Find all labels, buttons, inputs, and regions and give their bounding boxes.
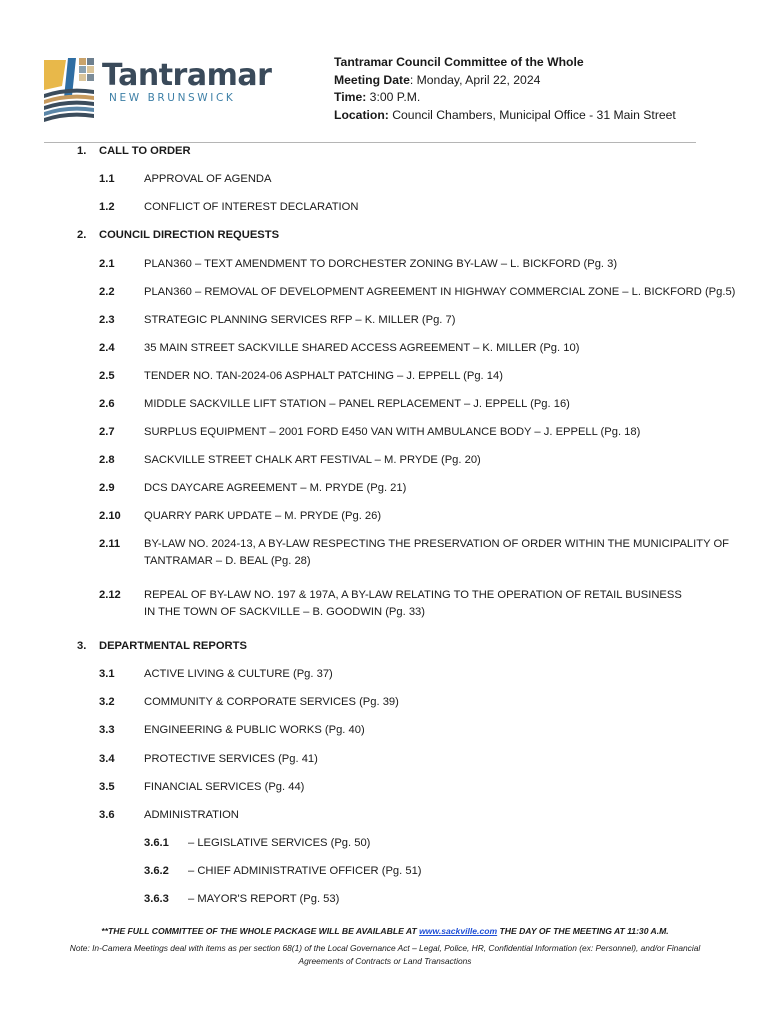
section-title-council-direction-requests: COUNCIL DIRECTION REQUESTS <box>99 229 280 241</box>
agenda-item-number: 3.6 <box>99 809 115 821</box>
agenda-item-number: 2.1 <box>99 258 115 270</box>
agenda-item-text: PROTECTIVE SERVICES (Pg. 41) <box>144 753 318 765</box>
agenda-subitem-number: 3.6.1 <box>144 837 169 849</box>
agenda-item-number: 3.4 <box>99 753 115 765</box>
agenda-item-text: MIDDLE SACKVILLE LIFT STATION – PANEL REPLACEMENT – J. EPPELL (Pg. 16) <box>144 398 570 410</box>
agenda-item-text: APPROVAL OF AGENDA <box>144 173 272 185</box>
meeting-location-value: Council Chambers, Municipal Office - 31 Main Street <box>388 107 676 122</box>
agenda-item-text: PLAN360 – TEXT AMENDMENT TO DORCHESTER ZONING BY-LAW – L. BICKFORD (Pg. 3) <box>144 258 618 270</box>
agenda-item-number: 3.5 <box>99 781 115 793</box>
agenda-item-text: ADMINISTRATION <box>144 809 239 821</box>
notice-text-before: **THE FULL COMMITTEE OF THE WHOLE PACKAGE WILL BE AVAILABLE AT <box>101 926 420 936</box>
agenda-item-number: 2.12 <box>99 589 121 601</box>
agenda-subitem-number: 3.6.2 <box>144 865 169 877</box>
agenda-item-text: 35 MAIN STREET SACKVILLE SHARED ACCESS AGREEMENT – K. MILLER (Pg. 10) <box>144 342 580 354</box>
agenda-item-number: 3.3 <box>99 724 115 736</box>
agenda-item-text: SURPLUS EQUIPMENT – 2001 FORD E450 VAN WITH AMBULANCE BODY – J. EPPELL (Pg. 18) <box>144 426 641 438</box>
notice-text-after: THE DAY OF THE MEETING AT 11:30 A.M. <box>497 926 669 936</box>
agenda-item-number: 3.2 <box>99 696 115 708</box>
agenda-item-number: 1.1 <box>99 173 115 185</box>
agenda-item-number: 2.7 <box>99 426 115 438</box>
agenda-item-number: 2.9 <box>99 482 115 494</box>
agenda-item-number: 2.5 <box>99 370 115 382</box>
sackville-website-link[interactable]: www.sackville.com <box>419 926 498 936</box>
meeting-location-label: Location: <box>334 107 389 122</box>
agenda-item-number: 2.4 <box>99 342 115 354</box>
meeting-time-value: 3:00 P.M. <box>366 90 421 104</box>
agenda-item-text: QUARRY PARK UPDATE – M. PRYDE (Pg. 26) <box>144 510 382 522</box>
agenda-item-text: TANTRAMAR – D. BEAL (Pg. 28) <box>144 555 311 567</box>
agenda-item-number: 2.6 <box>99 398 115 410</box>
agenda-item-text: DCS DAYCARE AGREEMENT – M. PRYDE (Pg. 21) <box>144 482 407 494</box>
section-number: 1. <box>77 145 87 157</box>
section-number: 3. <box>77 640 87 652</box>
agenda-item-number: 1.2 <box>99 201 115 213</box>
meeting-date-label: Meeting Date <box>334 72 410 87</box>
agenda-item-text: CONFLICT OF INTEREST DECLARATION <box>144 201 359 213</box>
in-camera-note-line: Note: In-Camera Meetings deal with items as per section 68(1) of the Local Governance Act – Legal, Police, HR, Confidential Information (ex: Personnel), and/or Financial <box>69 943 701 953</box>
agenda-item-number: 2.2 <box>99 286 115 298</box>
agenda-item-text: STRATEGIC PLANNING SERVICES RFP – K. MILLER (Pg. 7) <box>144 314 456 326</box>
agenda-item-text: BY-LAW NO. 2024-13, A BY-LAW RESPECTING THE PRESERVATION OF ORDER WITHIN THE MUNICIPALITY OF <box>144 538 729 550</box>
logo-wordmark: Tantramar <box>102 58 272 93</box>
agenda-item-text: ENGINEERING & PUBLIC WORKS (Pg. 40) <box>144 724 365 736</box>
agenda-item-text: COMMUNITY & CORPORATE SERVICES (Pg. 39) <box>144 696 399 708</box>
agenda-item-text: SACKVILLE STREET CHALK ART FESTIVAL – M. PRYDE (Pg. 20) <box>144 454 481 466</box>
logo-subtitle: NEW BRUNSWICK <box>109 92 236 104</box>
section-title-call-to-order: CALL TO ORDER <box>99 145 191 157</box>
package-availability-notice <box>0 926 770 936</box>
agenda-subitem-text: – LEGISLATIVE SERVICES (Pg. 50) <box>188 837 371 849</box>
meeting-date-value: : Monday, April 22, 2024 <box>409 72 541 87</box>
agenda-item-text: REPEAL OF BY-LAW NO. 197 & 197A, A BY-LAW RELATING TO THE OPERATION OF RETAIL BUSINESS <box>144 589 682 601</box>
agenda-item-number: 2.8 <box>99 454 115 466</box>
agenda-item-number: 2.10 <box>99 510 121 522</box>
in-camera-note <box>0 942 770 968</box>
agenda-subitem-text: – MAYOR'S REPORT (Pg. 53) <box>188 893 340 905</box>
agenda-item-text: IN THE TOWN OF SACKVILLE – B. GOODWIN (Pg. 33) <box>144 606 425 618</box>
agenda-subitem-number: 3.6.3 <box>144 893 169 905</box>
agenda-item-number: 2.11 <box>99 538 121 550</box>
agenda-item-number: 2.3 <box>99 314 115 326</box>
agenda-item-number: 3.1 <box>99 668 115 680</box>
agenda-item-text: FINANCIAL SERVICES (Pg. 44) <box>144 781 305 793</box>
agenda-subitem-text: – CHIEF ADMINISTRATIVE OFFICER (Pg. 51) <box>188 865 422 877</box>
agenda-item-text: PLAN360 – REMOVAL OF DEVELOPMENT AGREEMENT IN HIGHWAY COMMERCIAL ZONE – L. BICKFORD (Pg.5) <box>144 286 736 298</box>
agenda-item-text: ACTIVE LIVING & CULTURE (Pg. 37) <box>144 668 333 680</box>
meeting-title: Tantramar Council Committee of the Whole <box>334 55 584 69</box>
in-camera-note-line: Agreements of Contracts or Land Transactions <box>298 956 472 966</box>
meeting-time-label: Time: <box>334 90 367 104</box>
section-number: 2. <box>77 229 87 241</box>
agenda-item-text: TENDER NO. TAN-2024-06 ASPHALT PATCHING – J. EPPELL (Pg. 14) <box>144 370 503 382</box>
section-title-departmental-reports: DEPARTMENTAL REPORTS <box>99 640 247 652</box>
